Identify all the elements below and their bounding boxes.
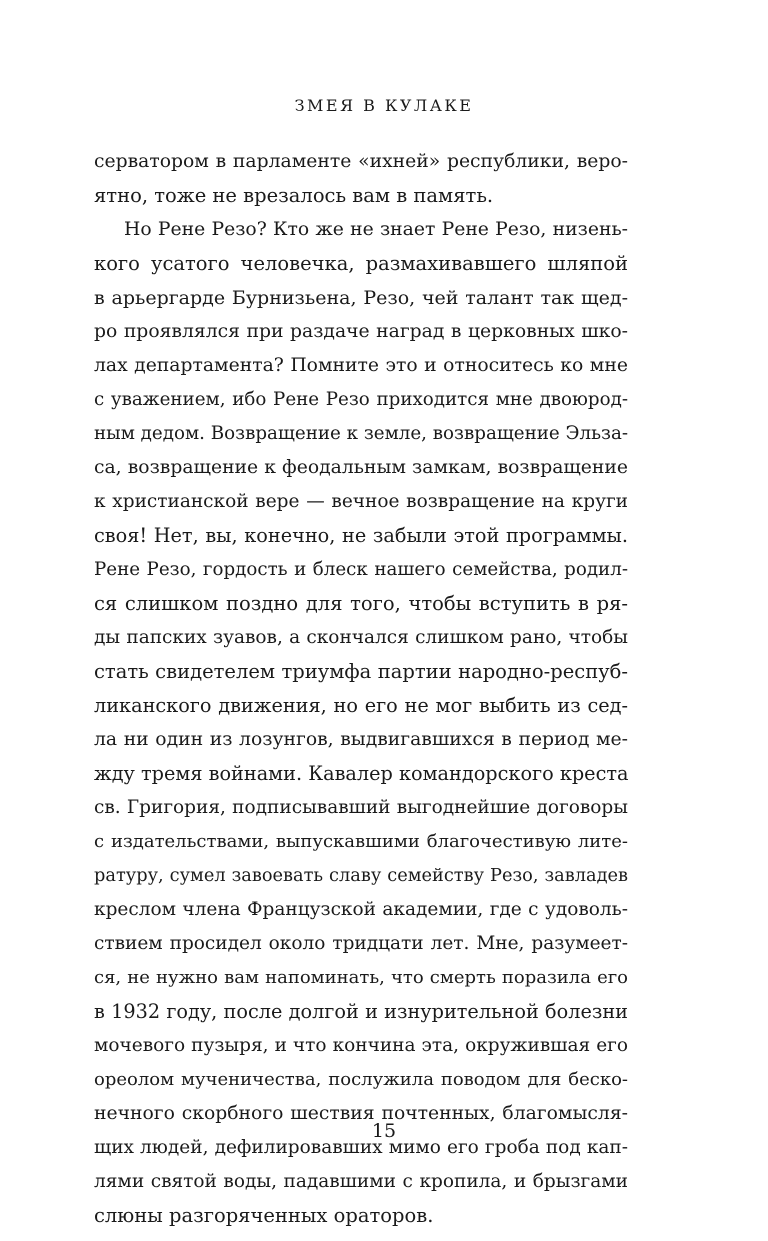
text-line: мочевого пузыря, и что кончина эта, окружившая его <box>94 1035 628 1056</box>
text-line: ратуру, сумел завоевать славу семейству Резо, завладев <box>94 866 628 886</box>
text-line: нечного скорбного шествия почтенных, благомысля- <box>94 1103 628 1124</box>
text-line: ным дедом. Возвращение к земле, возвращение Эльза- <box>94 423 628 444</box>
page-number: 15 <box>371 1120 397 1142</box>
text-line: ды папских зуавов, а скончался слишком рано, чтобы <box>94 627 628 648</box>
text-line: креслом члена Французской академии, где с удоволь- <box>94 899 628 920</box>
text-line: ся, не нужно вам напоминать, что смерть поразила его <box>94 967 628 988</box>
paragraph-first-line: Но Рене Резо? Кто же не знает Рене Резо, низень- <box>124 219 628 240</box>
text-line: слюны разгоряченных ораторов. <box>94 1204 434 1227</box>
text-line: св. Григория, подписывавший выгоднейшие договоры <box>94 797 628 818</box>
text-line: ликанского движения, но его не мог выбить из сед- <box>94 694 628 717</box>
text-line: жду тремя войнами. Кавалер командорского креста <box>94 762 628 785</box>
text-line: ореолом мученичества, послужила поводом для беско- <box>94 1069 628 1090</box>
text-line: ся слишком поздно для того, чтобы вступить в ря- <box>94 592 628 615</box>
text-line: ятно, тоже не врезалось вам в память. <box>94 184 494 207</box>
text-line: в 1932 году, после долгой и изнурительной болезни <box>94 1000 628 1023</box>
text-line: серватором в парламенте «ихней» республики, веро- <box>94 151 628 172</box>
text-line: ла ни один из лозунгов, выдвигавшихся в период ме- <box>94 729 628 750</box>
text-line: са, возвращение к феодальным замкам, возвращение <box>94 457 628 478</box>
text-line: ствием просидел около тридцати лет. Мне, разумеет- <box>94 933 628 954</box>
text-line: с издательствами, выпускавшими благочестивую лите- <box>94 831 628 852</box>
text-line: Рене Резо, гордость и блеск нашего семейства, родил- <box>94 559 628 580</box>
text-line: своя! Нет, вы, конечно, не забыли этой программы. <box>94 524 628 547</box>
body-text <box>94 145 628 1233</box>
text-line: к христианской вере — вечное возвращение на круги <box>94 491 628 512</box>
running-title: ЗМЕЯ В КУЛАКЕ <box>294 96 474 115</box>
text-line: лах департамента? Помните это и относитесь ко мне <box>94 355 628 376</box>
text-line: с уважением, ибо Рене Резо приходится мне двоюрод- <box>94 389 628 410</box>
text-line: кого усатого человечка, размахивавшего шляпой <box>94 252 628 275</box>
text-line: щих людей, дефилировавших мимо его гроба под кап- <box>94 1137 628 1158</box>
text-line: в арьергарде Бурнизьена, Резо, чей талант так щед- <box>94 287 628 309</box>
text-line: ро проявлялся при раздаче наград в церковных шко- <box>94 321 628 342</box>
text-line: лями святой воды, падавшими с кропила, и брызгами <box>94 1171 628 1192</box>
text-line: стать свидетелем триумфа партии народно-респуб- <box>94 660 628 683</box>
